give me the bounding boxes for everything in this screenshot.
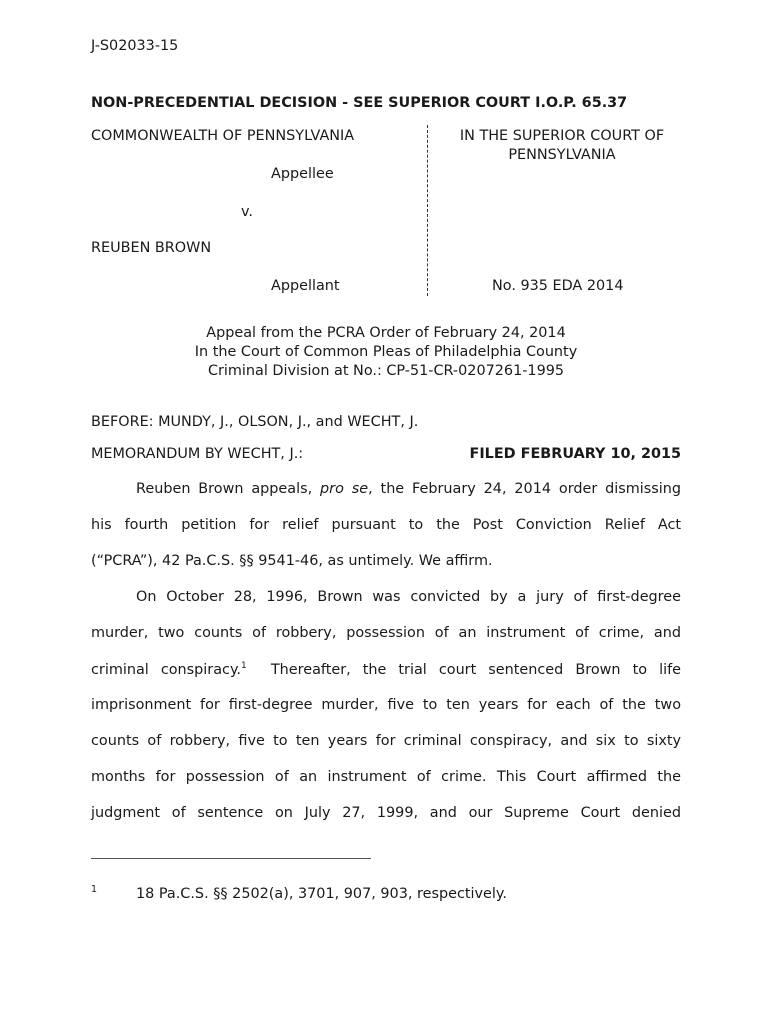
memorandum-author: MEMORANDUM BY WECHT, J.: — [91, 446, 304, 462]
caption-party-commonwealth: COMMONWEALTH OF PENNSYLVANIA — [91, 128, 355, 144]
appeal-line-3: Criminal Division at No.: CP-51-CR-0207261-1995 — [207, 363, 565, 379]
docket-code: J-S02033-15 — [91, 38, 179, 54]
paragraph-line: counts of robbery, five to ten years for criminal conspiracy, and six to sixty — [91, 733, 681, 749]
decision-notice: NON-PRECEDENTIAL DECISION - SEE SUPERIOR COURT I.O.P. 65.37 — [91, 95, 628, 111]
appeal-line-2: In the Court of Common Pleas of Philadelphia County — [194, 344, 578, 360]
court-name-line1: IN THE SUPERIOR COURT OF — [459, 128, 665, 144]
paragraph-line: his fourth petition for relief pursuant to the Post Conviction Relief Act — [91, 517, 681, 533]
court-name-line2: PENNSYLVANIA — [508, 147, 616, 163]
paragraph-line: Reuben Brown appeals, pro se, the February 24, 2014 order dismissing — [136, 481, 682, 497]
paragraph-line: (“PCRA”), 42 Pa.C.S. §§ 9541-46, as untimely. We affirm. — [91, 553, 493, 569]
caption-divider — [427, 125, 428, 296]
docket-number: No. 935 EDA 2014 — [492, 278, 624, 294]
appeal-line-1: Appeal from the PCRA Order of February 24, 2014 — [206, 325, 566, 341]
paragraph-line: judgment of sentence on July 27, 1999, and our Supreme Court denied — [91, 805, 681, 821]
paragraph-line: imprisonment for first-degree murder, five to ten years for each of the two — [91, 697, 681, 713]
footnote-divider — [91, 858, 371, 859]
paragraph-line: criminal conspiracy.$^1$ Thereafter, the trial court sentenced Brown to life — [91, 661, 681, 678]
footnote-number: 1 — [91, 884, 98, 895]
caption-appellee-role: Appellee — [271, 166, 334, 182]
caption-party-brown: REUBEN BROWN — [91, 240, 212, 256]
paragraph-line: months for possession of an instrument of crime. This Court affirmed the — [91, 769, 681, 785]
paragraph-line: murder, two counts of robbery, possession of an instrument of crime, and — [91, 625, 681, 641]
footnote-reference[interactable]: 1 — [241, 661, 247, 671]
filed-date: FILED FEBRUARY 10, 2015 — [469, 446, 681, 462]
caption-versus: v. — [241, 204, 253, 220]
paragraph-line: On October 28, 1996, Brown was convicted by a jury of first-degree — [136, 589, 681, 605]
footnote-text: 18 Pa.C.S. §§ 2502(a), 3701, 907, 903, respectively. — [136, 886, 507, 902]
panel-before: BEFORE: MUNDY, J., OLSON, J., and WECHT, J. — [91, 414, 419, 430]
pro-se-emphasis: pro se — [320, 481, 369, 497]
caption-appellant-role: Appellant — [271, 278, 340, 294]
